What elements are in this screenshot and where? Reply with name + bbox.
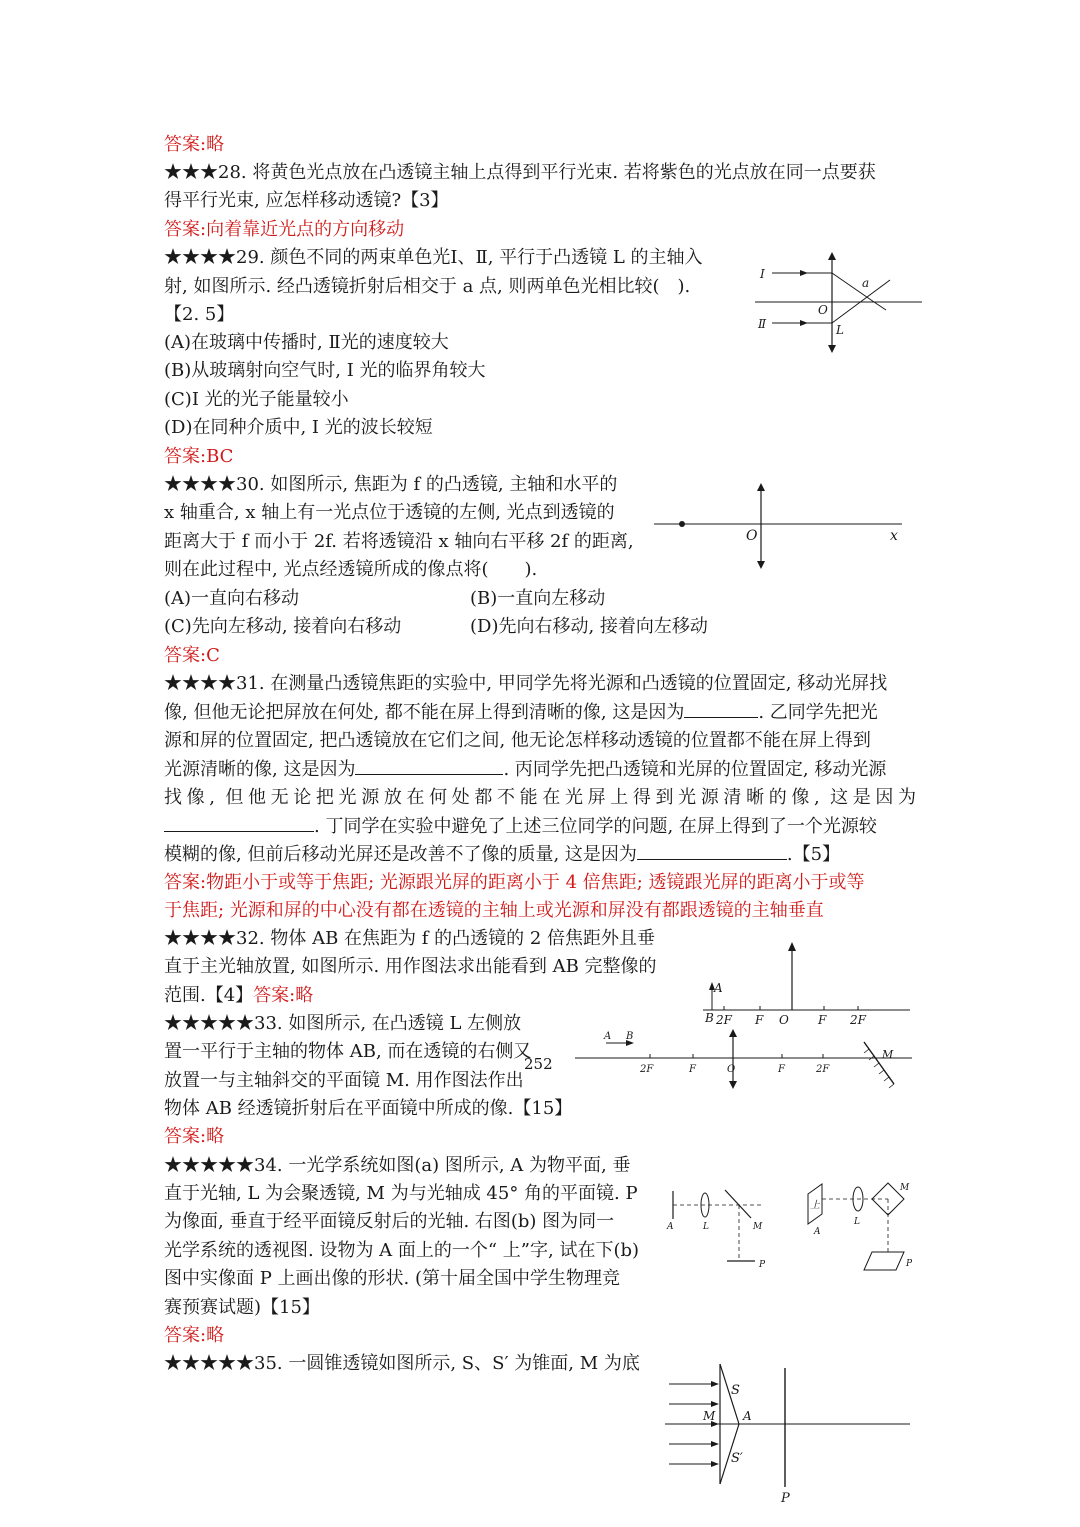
light-point bbox=[679, 521, 685, 527]
answer-label: 答案: bbox=[164, 1126, 207, 1147]
q34-answer bbox=[164, 1325, 224, 1347]
q29-answer bbox=[164, 446, 233, 468]
q33-line2: 置一平行于主轴的物体 AB, 而在透镜的右侧又 bbox=[164, 1041, 532, 1062]
lens-label: L bbox=[836, 323, 844, 337]
q30-option-a: (A)一直向右移动 bbox=[164, 588, 300, 609]
q28-line1: ★★★28. 将黄色光点放在凸透镜主轴上点得到平行光束. 若将紫色的光点放在同一点要获 bbox=[164, 162, 876, 183]
object-glyph: 上 bbox=[810, 1200, 820, 1211]
answer-label: 答案: bbox=[164, 1325, 207, 1346]
answer-label: 答案: bbox=[164, 872, 207, 893]
q30-line4: 则在此过程中, 光点经透镜所成的像点将( ). bbox=[164, 559, 538, 580]
screen-p-label: P bbox=[781, 1491, 790, 1506]
answer-label: 答案: bbox=[253, 985, 296, 1006]
lens-center-label: O bbox=[779, 1013, 789, 1027]
focal-2f-right-label: 2F bbox=[816, 1064, 830, 1075]
q30-answer bbox=[164, 645, 220, 667]
answer-label: 答案: bbox=[164, 134, 207, 155]
apex-a-label: A bbox=[743, 1409, 752, 1423]
focal-f-left-label: F bbox=[755, 1013, 764, 1027]
focal-f-right-label: F bbox=[818, 1013, 827, 1027]
q31-line3: 源和屏的位置固定, 把凸透镜放在它们之间, 他无论怎样移动透镜的位置都不能在屏上得到 bbox=[164, 730, 871, 751]
fill-blank-2[interactable] bbox=[355, 758, 503, 775]
q34-line1: ★★★★★34. 一光学系统如图(a) 图所示, A 为物平面, 垂 bbox=[164, 1155, 631, 1176]
q33-figure bbox=[572, 1028, 917, 1093]
q29-line1: ★★★★29. 颜色不同的两束单色光Ⅰ、Ⅱ, 平行于凸透镜 L 的主轴入 bbox=[164, 247, 703, 268]
fill-blank-4[interactable] bbox=[637, 843, 787, 860]
object-a-label: A bbox=[604, 1031, 612, 1042]
q33-line1: ★★★★★33. 如图所示, 在凸透镜 L 左侧放 bbox=[164, 1013, 522, 1034]
q30-figure bbox=[650, 480, 910, 572]
lens-center-label: O bbox=[818, 303, 828, 317]
q32-figure bbox=[700, 940, 915, 1030]
answer-label: 答案: bbox=[164, 645, 207, 666]
q31-line1: ★★★★31. 在测量凸透镜焦距的实验中, 甲同学先将光源和凸透镜的位置固定, 移动光屏找 bbox=[164, 673, 888, 694]
answer-text: 向着靠近光点的方向移动 bbox=[206, 219, 405, 240]
cone-face-s-label: S bbox=[731, 1383, 740, 1398]
origin-label: O bbox=[746, 528, 758, 544]
object-b-label: B bbox=[626, 1031, 634, 1042]
q34-line5: 图中实像面 P 上画出像的形状. (第十届全国中学生物理竞 bbox=[164, 1268, 621, 1289]
q30-line3: 距离大于 f 而小于 2f. 若将透镜沿 x 轴向右平移 2f 的距离, bbox=[164, 531, 634, 552]
image-plane-label: P bbox=[759, 1260, 766, 1270]
q32-line3: 范围.【4】答案:略 bbox=[164, 985, 314, 1006]
q28-line2: 得平行光束, 应怎样移动透镜?【3】 bbox=[164, 190, 449, 211]
point-a-label: a bbox=[862, 276, 870, 290]
q34-figure-b bbox=[800, 1178, 920, 1278]
lens-center-label: O bbox=[727, 1064, 736, 1075]
answer-text: C bbox=[206, 645, 220, 666]
answer-text: 略 bbox=[206, 134, 225, 155]
fill-blank-1[interactable] bbox=[684, 701, 758, 718]
q31-line4: 光源清晰的像, 这是因为 . 丙同学先把凸透镜和光屏的位置固定, 移动光源 bbox=[164, 759, 887, 780]
q33-answer bbox=[164, 1126, 224, 1148]
q34-line4: 光学系统的透视图. 设物为 A 面上的一个“ 上”字, 试在下(b) bbox=[164, 1240, 640, 1261]
q34-line2: 直于光轴, L 为会聚透镜, M 为与光轴成 45° 角的平面镜. P bbox=[164, 1183, 638, 1204]
answer-text: BC bbox=[206, 446, 234, 467]
q29-option-c: (C)I 光的光子能量较小 bbox=[164, 389, 349, 410]
q29-line2: 射, 如图所示. 经凸透镜折射后相交于 a 点, 则两单色光相比较( ). bbox=[164, 276, 691, 297]
q31-line5: 找像, 但他无论把光源放在何处都不能在光屏上得到光源清晰的像, 这是因为 bbox=[164, 787, 916, 808]
ray-label-i: I bbox=[760, 267, 765, 281]
q34-line3: 为像面, 垂直于经平面镜反射后的光轴. 右图(b) 图为同一 bbox=[164, 1211, 615, 1232]
q29-option-a: (A)在玻璃中传播时, Ⅱ光的速度较大 bbox=[164, 332, 449, 353]
q35-line1: ★★★★★35. 一圆锥透镜如图所示, S、S′ 为锥面, M 为底 bbox=[164, 1353, 640, 1374]
q29-option-d: (D)在同种介质中, I 光的波长较短 bbox=[164, 417, 433, 438]
mirror-label: M bbox=[900, 1183, 910, 1193]
answer-text: 略 bbox=[206, 1325, 225, 1346]
fill-blank-3[interactable] bbox=[164, 815, 314, 832]
q30-line2: x 轴重合, x 轴上有一光点位于透镜的左侧, 光点到透镜的 bbox=[164, 502, 615, 523]
focal-f-left-label: F bbox=[689, 1064, 696, 1075]
q30-option-b: (B)一直向左移动 bbox=[470, 588, 606, 609]
q31-line6: . 丁同学在实验中避免了上述三位同学的问题, 在屏上得到了一个光源较 bbox=[164, 815, 877, 838]
q32-line2: 直于主光轴放置, 如图所示. 用作图法求出能看到 AB 完整像的 bbox=[164, 956, 657, 977]
object-plane-label: A bbox=[814, 1227, 821, 1237]
x-axis-label: x bbox=[890, 528, 898, 544]
object-b-label: B bbox=[705, 1011, 714, 1025]
q35-figure bbox=[665, 1362, 915, 1507]
q29-line3: 【2. 5】 bbox=[164, 304, 235, 325]
focal-f-right-label: F bbox=[778, 1064, 785, 1075]
q31-line2: 像, 但他无论把屏放在何处, 都不能在屏上得到清晰的像, 这是因为 . 乙同学先把光 bbox=[164, 702, 878, 723]
q34-line6: 赛预赛试题)【15】 bbox=[164, 1297, 320, 1318]
q31-answer-line1 bbox=[164, 872, 865, 894]
answer-label: 答案: bbox=[164, 446, 207, 467]
q33-line3: 放置一与主轴斜交的平面镜 M. 用作图法作出 bbox=[164, 1070, 524, 1091]
q29-figure bbox=[750, 250, 930, 360]
object-a-label: A bbox=[714, 981, 723, 995]
q34-figure-a bbox=[665, 1185, 775, 1275]
lens-label: L bbox=[854, 1217, 860, 1227]
base-m-label: M bbox=[703, 1409, 716, 1423]
ray-label-ii: Ⅱ bbox=[758, 317, 767, 331]
q31-line7: 模糊的像, 但前后移动光屏还是改善不了像的质量, 这是因为 .【5】 bbox=[164, 844, 841, 865]
focal-2f-left-label: 2F bbox=[640, 1064, 654, 1075]
q32-line1: ★★★★32. 物体 AB 在焦距为 f 的凸透镜的 2 倍焦距外且垂 bbox=[164, 928, 656, 949]
q29-option-b: (B)从玻璃射向空气时, I 光的临界角较大 bbox=[164, 360, 486, 381]
q30-line1: ★★★★30. 如图所示, 焦距为 f 的凸透镜, 主轴和水平的 bbox=[164, 474, 618, 495]
focal-2f-left-label: 2F bbox=[716, 1013, 732, 1027]
focal-2f-right-label: 2F bbox=[850, 1013, 866, 1027]
answer-prev bbox=[164, 134, 224, 156]
page-number: 252 bbox=[524, 1055, 553, 1073]
cone-face-s-prime-label: S′ bbox=[731, 1451, 743, 1466]
q31-answer-line2: 于焦距; 光源和屏的中心没有都在透镜的主轴上或光源和屏没有都跟透镜的主轴垂直 bbox=[164, 900, 824, 921]
mirror-label: M bbox=[753, 1222, 763, 1232]
mirror-label: M bbox=[882, 1048, 894, 1061]
q28-answer bbox=[164, 219, 404, 241]
lens-label: L bbox=[703, 1222, 709, 1232]
answer-label: 答案: bbox=[164, 219, 207, 240]
q30-option-d: (D)先向右移动, 接着向左移动 bbox=[470, 616, 708, 637]
q33-line4: 物体 AB 经透镜折射后在平面镜中所成的像.【15】 bbox=[164, 1098, 573, 1119]
q30-option-c: (C)先向左移动, 接着向右移动 bbox=[164, 616, 402, 637]
image-plane-label: P bbox=[906, 1259, 913, 1269]
answer-text: 物距小于或等于焦距; 光源跟光屏的距离小于 4 倍焦距; 透镜跟光屏的距离小于或等 bbox=[206, 872, 865, 893]
object-plane-label: A bbox=[667, 1222, 674, 1232]
answer-text: 略 bbox=[295, 985, 314, 1006]
answer-text: 略 bbox=[206, 1126, 225, 1147]
